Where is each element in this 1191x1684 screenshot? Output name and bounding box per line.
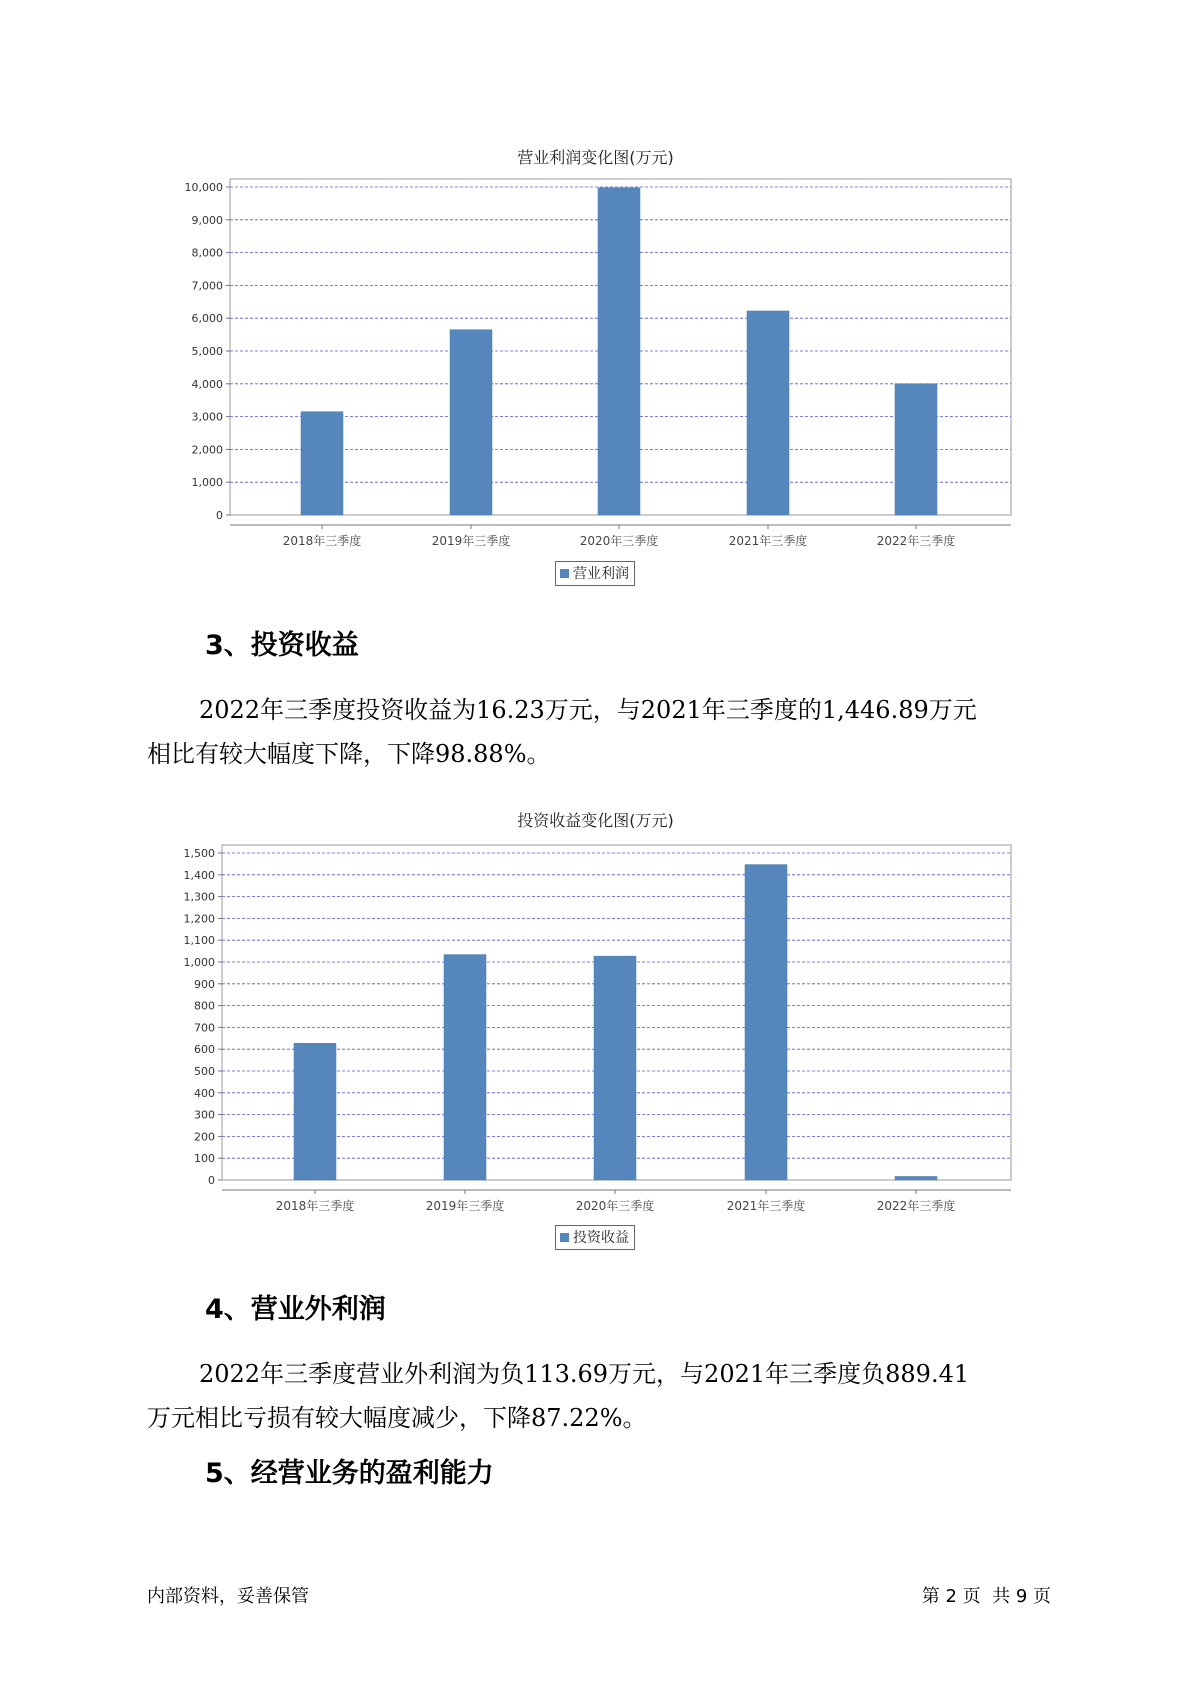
section4-heading: 4、营业外利润 [205, 1294, 386, 1325]
y-tick-label: 500 [194, 1065, 215, 1078]
y-tick-label: 300 [194, 1108, 215, 1122]
x-tick-label: 2020年三季度 [579, 534, 659, 548]
bar [444, 955, 486, 1180]
section5-heading: 5、经营业务的盈利能力 [205, 1458, 494, 1489]
section3-heading: 3、投资收益 [205, 630, 359, 661]
chart2-legend-label: 投资收益 [573, 1230, 629, 1246]
bar [594, 956, 636, 1180]
chart1-title: 营业利润变化图(万元) [517, 148, 674, 167]
y-tick-label: 1,500 [183, 847, 215, 860]
y-tick-label: 0 [216, 509, 223, 522]
bar [745, 865, 787, 1180]
y-tick-label: 7,000 [191, 279, 223, 293]
y-tick-label: 0 [208, 1174, 215, 1187]
x-tick-label: 2019年三季度 [431, 534, 511, 548]
y-tick-label: 400 [194, 1086, 215, 1100]
chart2-legend [555, 1225, 635, 1250]
x-tick-label: 2020年三季度 [575, 1199, 655, 1213]
y-tick-label: 900 [194, 977, 215, 991]
section4-line2: 万元相比亏损有较大幅度减少，下降87.22%。 [147, 1404, 647, 1432]
legend-swatch [560, 1233, 569, 1242]
bar [895, 1176, 937, 1180]
x-tick-label: 2022年三季度 [876, 534, 956, 548]
section4-line1: 2022年三季度营业外利润为负113.69万元，与2021年三季度负889.41 [199, 1360, 970, 1388]
chart1-legend-label: 营业利润 [573, 566, 629, 582]
y-tick-label: 6,000 [191, 312, 223, 326]
bar [294, 1043, 336, 1180]
y-tick-label: 200 [194, 1130, 215, 1144]
section4-paragraph [147, 1352, 1052, 1440]
y-tick-label: 600 [194, 1043, 215, 1057]
x-tick-label: 2021年三季度 [726, 1199, 806, 1213]
y-tick-label: 5,000 [191, 345, 223, 358]
y-tick-label: 2,000 [191, 443, 223, 457]
y-tick-label: 1,000 [183, 956, 215, 969]
y-tick-label: 700 [194, 1021, 215, 1035]
y-tick-label: 1,000 [191, 476, 223, 490]
y-tick-label: 1,200 [183, 912, 215, 926]
x-tick-label: 2021年三季度 [728, 534, 808, 548]
x-tick-label: 2018年三季度 [282, 534, 362, 548]
y-tick-label: 8,000 [191, 246, 223, 260]
y-tick-label: 1,400 [183, 868, 215, 882]
section3-line2: 相比有较大幅度下降，下降98.88%。 [147, 740, 551, 768]
y-tick-label: 800 [194, 999, 215, 1013]
y-tick-label: 9,000 [191, 213, 223, 227]
x-tick-label: 2022年三季度 [876, 1199, 956, 1213]
x-tick-label: 2019年三季度 [425, 1199, 505, 1213]
footer-confidential: 内部资料，妥善保管 [147, 1586, 309, 1607]
y-tick-label: 100 [194, 1152, 215, 1166]
footer-page-number: 第 2 页 共 9 页 [921, 1586, 1051, 1607]
x-tick-label: 2018年三季度 [275, 1199, 355, 1213]
y-tick-label: 1,100 [183, 934, 215, 948]
section3-line1: 2022年三季度投资收益为16.23万元，与2021年三季度的1,446.89万元 [199, 696, 977, 724]
chart2-title: 投资收益变化图(万元) [517, 811, 674, 830]
y-tick-label: 3,000 [191, 410, 223, 424]
y-tick-label: 4,000 [191, 377, 223, 391]
y-tick-label: 1,300 [183, 890, 215, 904]
y-tick-label: 10,000 [184, 181, 223, 194]
